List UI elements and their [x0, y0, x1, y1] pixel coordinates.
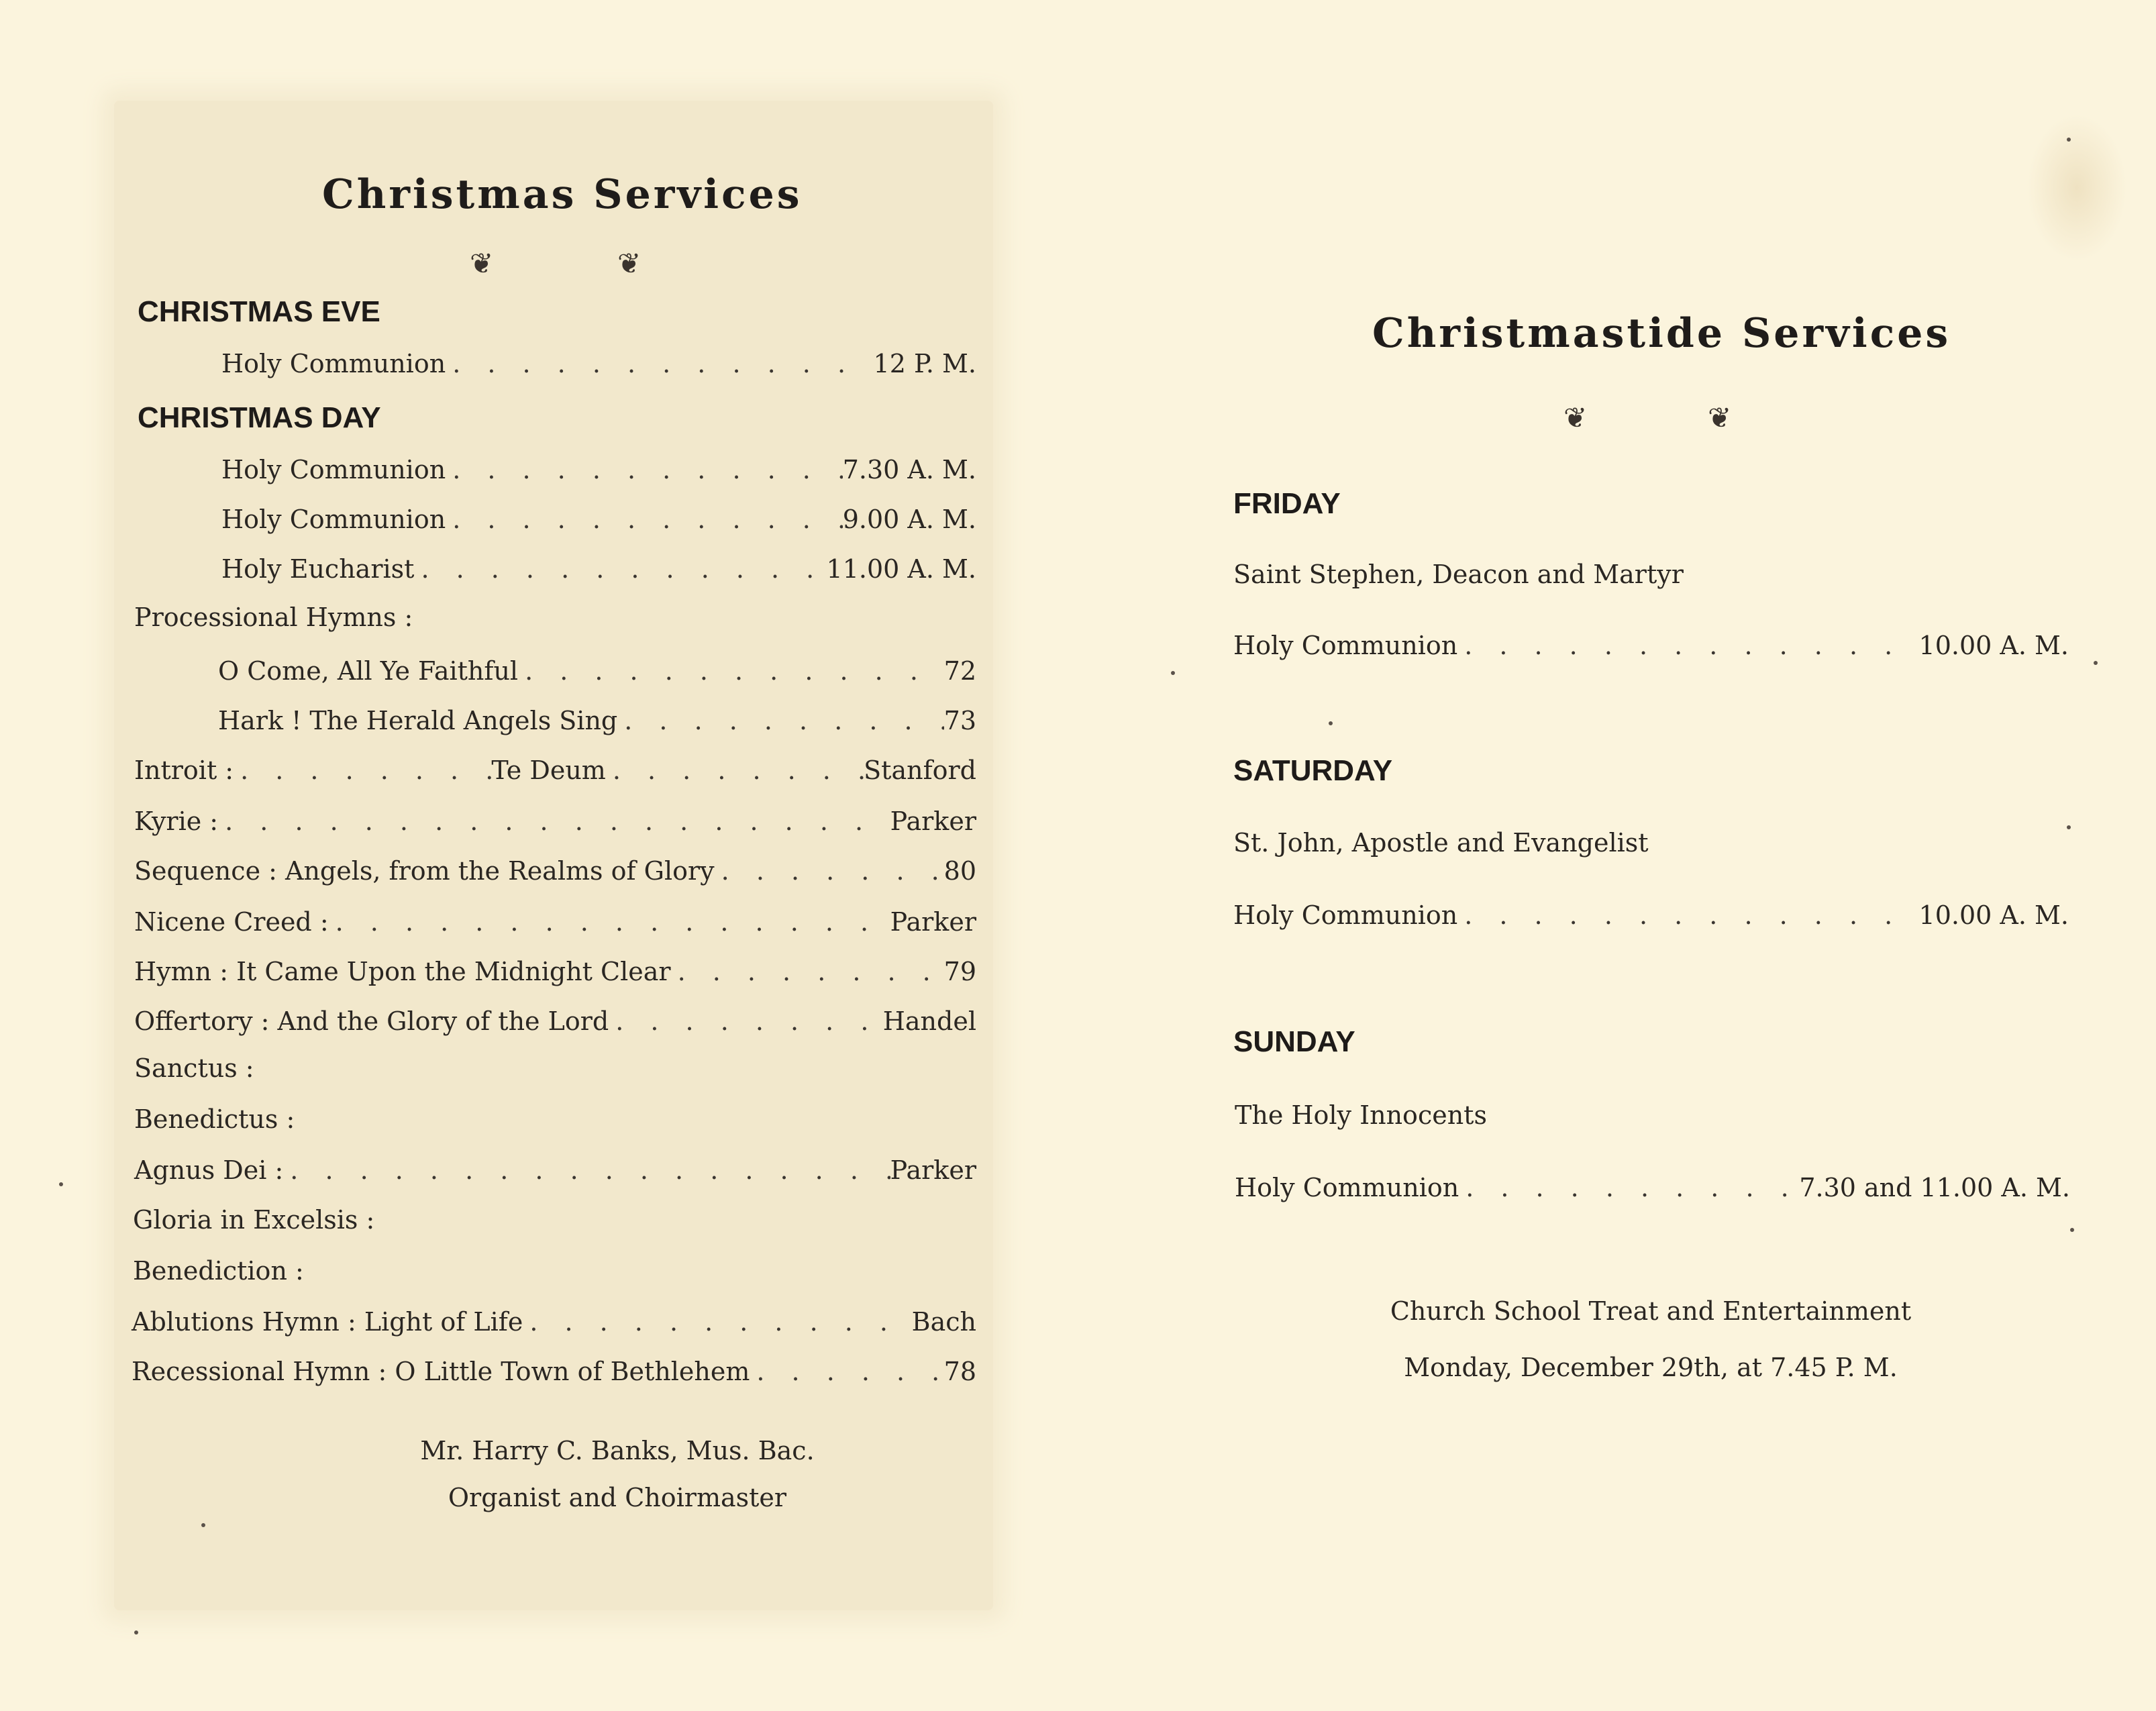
hymn-row: [218, 656, 976, 686]
service-part-row: [132, 1307, 976, 1337]
part-value: Parker: [890, 1155, 976, 1185]
hymn-row: [218, 706, 976, 735]
processional-label: Processional Hymns :: [134, 603, 413, 632]
paper-stain: [2026, 114, 2127, 262]
feast-name: St. John, Apostle and Evangelist: [1233, 828, 1649, 858]
day-heading: SATURDAY: [1233, 754, 1393, 787]
ornament-icon: ❦: [1563, 401, 1588, 434]
feast-name: The Holy Innocents: [1235, 1100, 1487, 1130]
service-part-row: [132, 1357, 976, 1386]
part-value: Handel: [882, 1006, 976, 1036]
organist-title: Organist and Choirmaster: [448, 1483, 787, 1512]
service-part-row: [134, 856, 976, 886]
service-part-row: [134, 907, 976, 937]
christmas-eve-heading: CHRISTMAS EVE: [138, 295, 380, 328]
ornament-icon: ❦: [617, 247, 641, 280]
introit-composer: Stanford: [864, 756, 977, 785]
part-label: Recessional Hymn : O Little Town of Bethlehem: [132, 1357, 750, 1386]
benediction-label: Benediction :: [133, 1256, 304, 1286]
christmas-day-heading: CHRISTMAS DAY: [138, 401, 381, 434]
service-label: Holy Eucharist: [221, 554, 415, 584]
part-label: Offertory : And the Glory of the Lord: [134, 1006, 609, 1036]
introit-piece: Te Deum: [491, 756, 606, 785]
hymn-title: Hark ! The Herald Angels Sing: [218, 706, 618, 735]
part-label: Kyrie :: [134, 807, 219, 836]
part-value: Parker: [890, 907, 976, 937]
service-label: Holy Communion: [1233, 631, 1458, 660]
service-time: 7.30 A. M.: [842, 455, 976, 484]
feast-name: Saint Stephen, Deacon and Martyr: [1233, 560, 1684, 589]
organist-name: Mr. Harry C. Banks, Mus. Bac.: [420, 1436, 815, 1465]
hymn-title: O Come, All Ye Faithful: [218, 656, 519, 686]
service-time: 7.30 and 11.00 A. M.: [1799, 1173, 2070, 1202]
christmas-services-title: Christmas Services: [322, 171, 803, 218]
part-value: Bach: [911, 1307, 976, 1337]
service-row: [1233, 900, 2069, 930]
ornament-icon: ❦: [1708, 401, 1732, 434]
hymn-number: 73: [943, 706, 976, 735]
service-time: 11.00 A. M.: [826, 554, 976, 584]
service-time: 9.00 A. M.: [842, 505, 976, 534]
service-row: [221, 455, 976, 484]
part-value: 80: [943, 856, 976, 886]
service-row: [221, 349, 976, 378]
service-part-row: [134, 1006, 976, 1036]
service-row: [221, 505, 976, 534]
service-label: Holy Communion: [1235, 1173, 1459, 1202]
day-heading: FRIDAY: [1233, 487, 1341, 520]
treat-line-2: Monday, December 29th, at 7.45 P. M.: [1404, 1353, 1898, 1382]
service-label: Holy Communion: [221, 505, 446, 534]
sanctus-label: Sanctus :: [134, 1053, 254, 1083]
service-time: 10.00 A. M.: [1918, 631, 2069, 660]
service-row: [221, 554, 976, 584]
service-part-row: [134, 957, 976, 986]
service-label: Holy Communion: [1233, 900, 1458, 930]
part-value: 78: [943, 1357, 976, 1386]
service-row: [1235, 1173, 2070, 1202]
service-part-row: [134, 807, 976, 836]
service-row: [1233, 631, 2069, 660]
service-part-row: [134, 1155, 976, 1185]
benedictus-label: Benedictus :: [134, 1104, 295, 1134]
day-heading: SUNDAY: [1233, 1025, 1355, 1058]
treat-line-1: Church School Treat and Entertainment: [1390, 1296, 1912, 1326]
gloria-label: Gloria in Excelsis :: [133, 1205, 375, 1235]
part-value: Parker: [890, 807, 976, 836]
service-label: Holy Communion: [221, 455, 446, 484]
part-label: Hymn : It Came Upon the Midnight Clear: [134, 957, 671, 986]
christmastide-services-title: Christmastide Services: [1372, 310, 1951, 357]
introit-label: Introit :: [134, 756, 234, 785]
hymn-number: 72: [943, 656, 976, 686]
service-time: 10.00 A. M.: [1918, 900, 2069, 930]
part-label: Sequence : Angels, from the Realms of Glory: [134, 856, 715, 886]
part-label: Agnus Dei :: [134, 1155, 284, 1185]
service-time: 12 P. M.: [873, 349, 976, 378]
part-label: Ablutions Hymn : Light of Life: [132, 1307, 523, 1337]
introit-row: [134, 756, 976, 785]
part-label: Nicene Creed :: [134, 907, 329, 937]
service-label: Holy Communion: [221, 349, 446, 378]
part-value: 79: [943, 957, 976, 986]
ornament-icon: ❦: [470, 247, 494, 280]
